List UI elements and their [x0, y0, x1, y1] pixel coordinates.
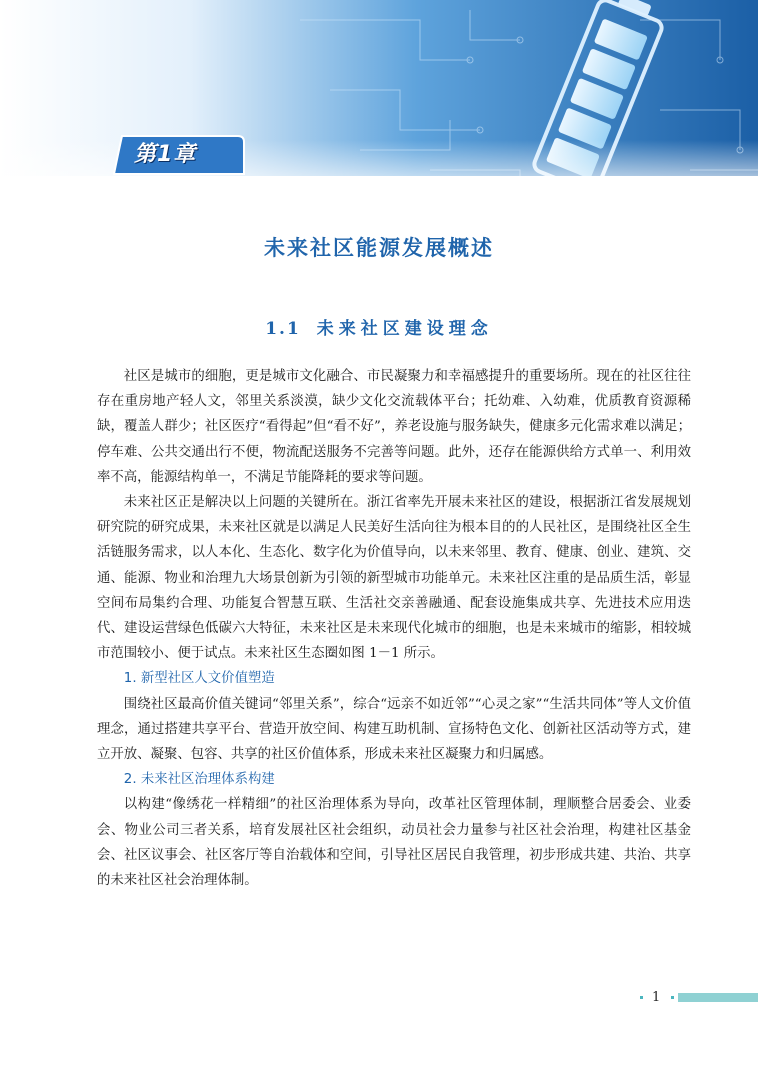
section-title: 未来社区建设理念 [316, 319, 493, 339]
chapter-body [97, 364, 691, 893]
subsection-heading: 2. 未来社区治理体系构建 [123, 772, 275, 788]
body-paragraph: 社区是城市的细胞，更是城市文化融合、市民凝聚力和幸福感提升的重要场所。现在的社区往往存在重房地产轻人文，邻里关系淡漠，缺少文化交流载体平台；托幼难、入幼难，优质教育资源稀缺，覆盖人群少；社区医疗“看得起”但“看不好”，养老设施与服务缺失，健康多元化需求难以满足；停车难、公共交通出行不便，物流配送服务不完善等问题。此外，还存在能源供给方式单一、利用效率不高，能源结构单一，不满足节能降耗的要求等问题。 [97, 369, 691, 485]
chapter-title: 未来社区能源发展概述 [264, 236, 494, 260]
footer-bar [678, 993, 758, 1002]
footer-dot-left [640, 996, 643, 999]
section-heading [0, 314, 758, 339]
page-footer [622, 988, 758, 1008]
footer-dot-right [671, 996, 674, 999]
subsection-heading: 1. 新型社区人文价值塑造 [123, 671, 275, 687]
subsection-paragraph: 以构建“像绣花一样精细”的社区治理体系为导向，改革社区管理体制，理顺整合居委会、业委会、物业公司三者关系，培育发展社区社会组织，动员社会力量参与社区社会治理，构建社区基金会、社区议事会、社区客厅等自治载体和空间，引导社区居民自我管理，初步形成共建、共治、共享的未来社区社会治理体制。 [97, 797, 691, 889]
body-paragraph: 未来社区正是解决以上问题的关键所在。浙江省率先开展未来社区的建设，根据浙江省发展规划研究院的研究成果，未来社区就是以满足人民美好生活向往为根本目的的人民社区，是围绕社区全生活链服务需求，以人本化、生态化、数字化为价值导向，以未来邻里、教育、健康、创业、建筑、交通、能源、物业和治理九大场景创新为引领的新型城市功能单元。未来社区注重的是品质生活，彰显空间布局集约合理、功能复合智慧互联、生活社交亲善融通、配套设施集成共享、先进技术应用迭代、建设运营绿色低碳六大特征，未来社区是未来现代化城市的细胞，也是未来城市的缩影，相较城市范围较小、便于试点。未来社区生态圈如图 1－1 所示。 [97, 495, 691, 662]
subsection-paragraph: 围绕社区最高价值关键词“邻里关系”，综合“远亲不如近邻”“心灵之家”“生活共同体”等人文价值理念，通过搭建共享平台、营造开放空间、构建互助机制、宣扬特色文化、创新社区活动等方式，建立开放、凝聚、包容、共享的社区价值体系，形成未来社区凝聚力和归属感。 [97, 696, 691, 763]
section-number: 1.1 [265, 319, 301, 339]
page-number: 1 [652, 990, 661, 1005]
chapter-label: 第1章 [134, 142, 197, 167]
